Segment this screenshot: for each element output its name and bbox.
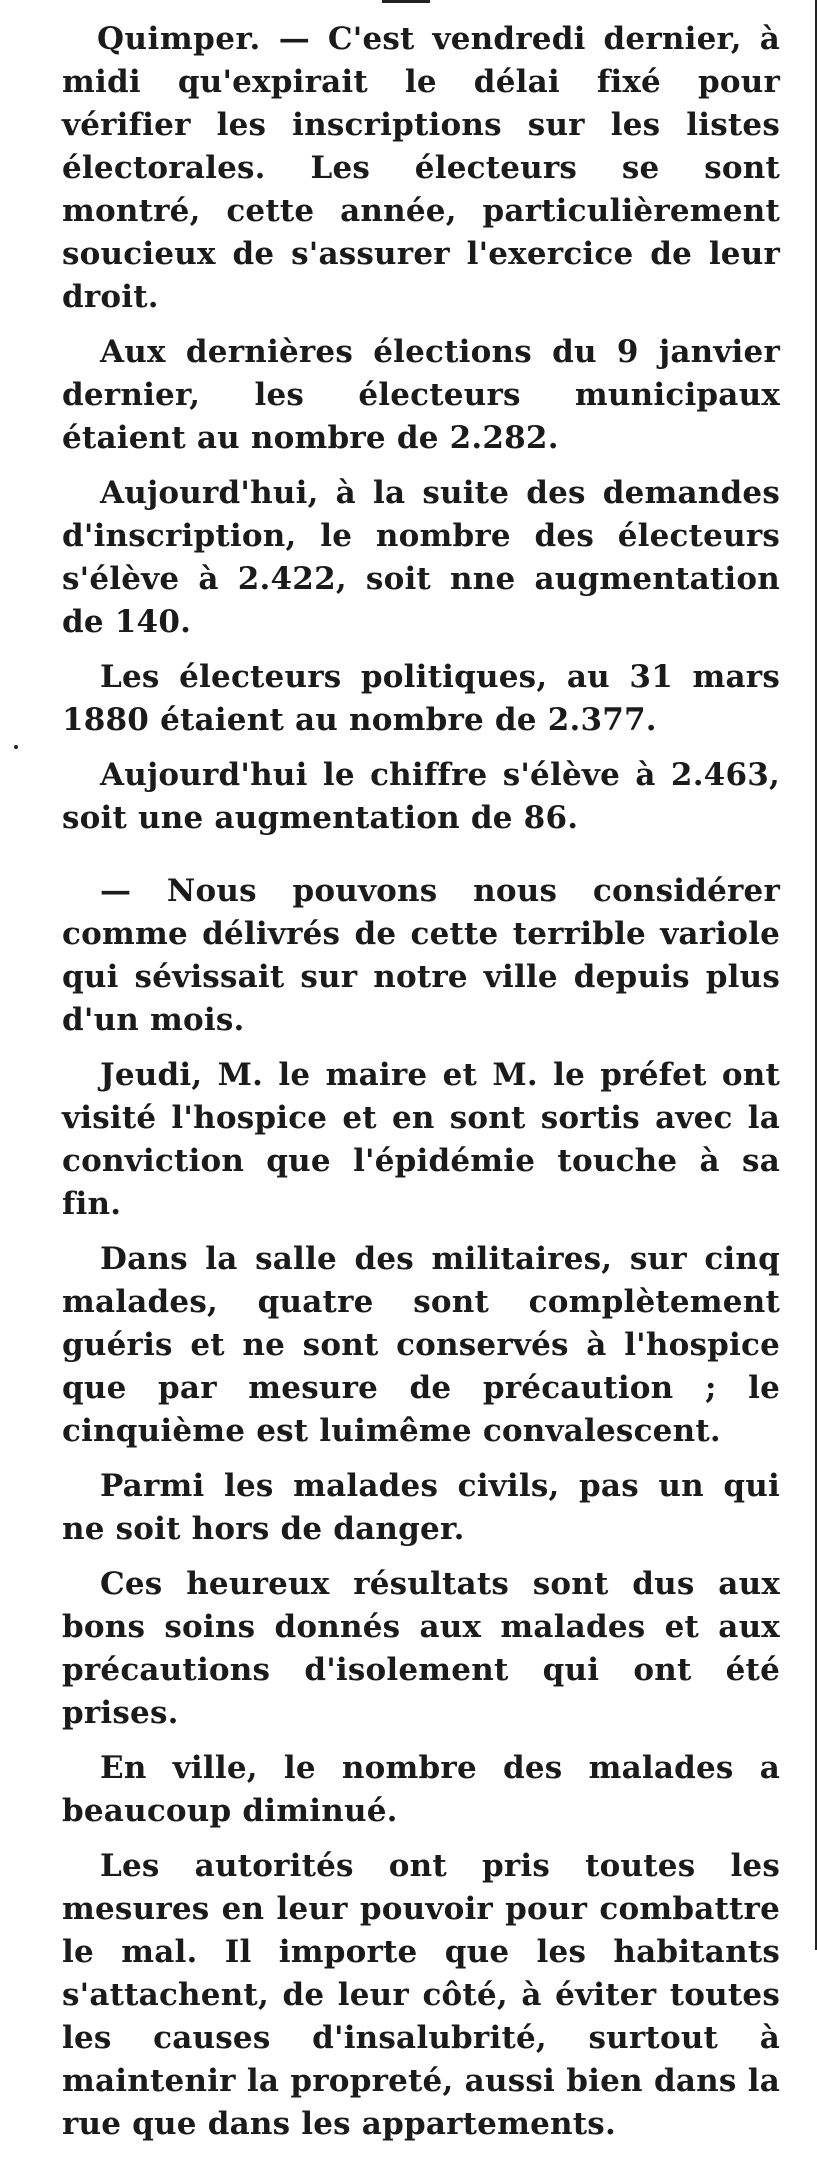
paragraph-current-voters: Aujourd'hui, à la suite des demandes d'inscription, le nombre des électeurs s'élève à 2.422, soit nne augmentation de 140. [62,475,780,640]
paragraph-town-patients: En ville, le nombre des malades a beaucoup diminué. [62,1750,780,1829]
paragraph-quimper-intro [62,18,780,319]
top-rule [382,0,430,3]
paragraph-military-ward: Dans la salle des militaires, sur cinq malades, quatre sont complètement guéris et ne sont conservés à l'hospice que par mesure de précaution ; le cinquième est luimême convalescent. [62,1241,780,1449]
ink-speck [14,745,18,749]
paragraph-political-voters: Les électeurs politiques, au 31 mars 1880 étaient au nombre de 2.377. [62,659,780,738]
town-heading: Quimper. [97,21,261,57]
paragraph-political-increase: Aujourd'hui le chiffre s'élève à 2.463, soit une augmentation de 86. [62,757,780,836]
paragraph-hospice-visit: Jeudi, M. le maire et M. le préfet ont visité l'hospice et en sont sortis avec la conviction que l'épidémie touche à sa fin. [62,1057,780,1222]
paragraph-variole: — Nous pouvons nous considérer comme délivrés de cette terrible variole qui sévissait sur notre ville depuis plus d'un mois. [62,873,780,1038]
paragraph-authorities: Les autorités ont pris toutes les mesures en leur pouvoir pour combattre le mal. Il importe que les habitants s'attachent, de leur côté, à éviter toutes les causes d'insalubrité, surtout à maintenir la propreté, aussi bien dans la rue que dans les appartements. [62,1848,780,2142]
article-column [62,18,780,2158]
paragraph-text: — C'est vendredi dernier, à midi qu'expirait le délai fixé pour vérifier les inscriptions sur les listes électorales. Les électeurs se sont montré, cette année, particulièrement soucieux de s'assurer l'exercice de leur droit. [62,21,780,315]
paragraph-results: Ces heureux résultats sont dus aux bons soins donnés aux malades et aux précautions d'isolement qui ont été prises. [62,1566,780,1731]
paragraph-civil-patients: Parmi les malades civils, pas un qui ne soit hors de danger. [62,1468,780,1547]
paragraph-municipal-voters: Aux dernières élections du 9 janvier dernier, les électeurs municipaux étaient au nombre de 2.282. [62,334,780,456]
